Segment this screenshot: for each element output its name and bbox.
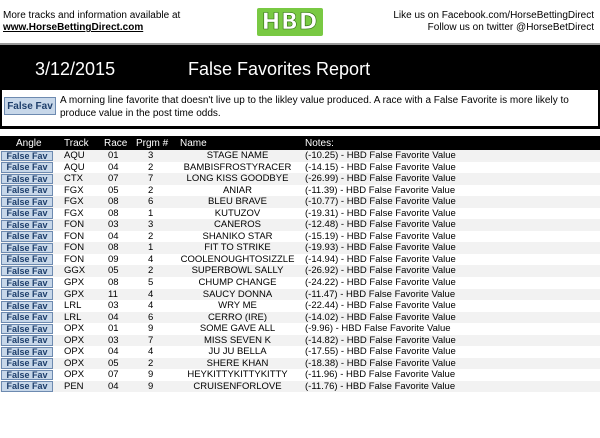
race-cell: 01 — [108, 323, 119, 335]
track-cell: GPX — [64, 277, 85, 289]
angle-badge[interactable]: False Fav — [1, 347, 53, 358]
race-cell: 08 — [108, 242, 119, 254]
track-cell: FGX — [64, 207, 84, 219]
table-row — [0, 277, 600, 289]
notes-cell: (-9.96) - HBD False Favorite Value — [305, 323, 451, 335]
notes-cell: (-15.19) - HBD False Favorite Value — [305, 230, 456, 242]
table-row — [0, 208, 600, 220]
table-row — [0, 312, 600, 324]
notes-cell: (-12.48) - HBD False Favorite Value — [305, 219, 456, 231]
angle-badge[interactable]: False Fav — [1, 266, 53, 277]
horse-name-cell: ANIAR — [222, 184, 253, 196]
track-cell: FGX — [64, 184, 84, 196]
horse-name-cell: STAGE NAME — [206, 150, 269, 161]
table-row — [0, 335, 600, 347]
angle-badge[interactable]: False Fav — [1, 231, 53, 242]
description-text: A morning line favorite that doesn't live up to the likley value produced. A race with a False Favorite is more likely to produce value in the post time odds. — [60, 95, 569, 119]
notes-cell: (-18.38) - HBD False Favorite Value — [305, 357, 456, 369]
race-cell: 01 — [108, 150, 119, 161]
track-cell: OPX — [64, 369, 85, 381]
horse-name-cell: SHERE KHAN — [206, 357, 269, 369]
horse-name-cell: SAUCY DONNA — [202, 288, 273, 300]
angle-badge[interactable]: False Fav — [1, 312, 53, 323]
horse-name-cell: LONG KISS GOODBYE — [186, 173, 289, 185]
prgm-cell: 4 — [148, 253, 154, 265]
prgm-cell: 6 — [148, 196, 154, 208]
notes-cell: (-19.31) - HBD False Favorite Value — [305, 207, 456, 219]
angle-badge[interactable]: False Fav — [1, 243, 53, 254]
prgm-cell: 1 — [148, 207, 154, 219]
track-cell: FON — [64, 230, 85, 242]
horse-name-cell: CERRO (IRE) — [207, 311, 268, 323]
false-fav-badge: False Fav — [4, 97, 56, 115]
track-cell: FON — [64, 253, 85, 265]
race-cell: 05 — [108, 357, 119, 369]
race-cell: 04 — [108, 380, 119, 392]
angle-badge[interactable]: False Fav — [1, 208, 53, 219]
track-cell: FGX — [64, 196, 84, 208]
race-cell: 09 — [108, 253, 119, 265]
table-row — [0, 300, 600, 312]
prgm-cell: 9 — [148, 323, 154, 335]
track-cell: LRL — [64, 311, 82, 323]
table-row — [0, 242, 600, 254]
promo-text: More tracks and information available at — [3, 10, 181, 21]
horse-name-cell: MISS SEVEN K — [203, 334, 272, 346]
column-header-track: Track — [64, 138, 89, 149]
notes-cell: (-11.39) - HBD False Favorite Value — [305, 184, 456, 196]
column-header-notes: Notes: — [305, 138, 334, 149]
table-row — [0, 265, 600, 277]
notes-cell: (-19.93) - HBD False Favorite Value — [305, 242, 456, 254]
track-cell: AQU — [64, 161, 85, 173]
notes-cell: (-11.47) - HBD False Favorite Value — [305, 288, 456, 300]
prgm-cell: 2 — [148, 265, 154, 277]
table-row — [0, 254, 600, 266]
angle-badge[interactable]: False Fav — [1, 370, 53, 381]
notes-cell: (-14.15) - HBD False Favorite Value — [305, 161, 456, 173]
track-cell: GGX — [64, 265, 86, 277]
notes-cell: (-14.02) - HBD False Favorite Value — [305, 311, 456, 323]
table-row — [0, 369, 600, 381]
track-cell: CTX — [64, 173, 83, 185]
table-row — [0, 358, 600, 370]
prgm-cell: 7 — [148, 173, 154, 185]
column-header-name: Name — [180, 138, 207, 149]
race-cell: 04 — [108, 161, 119, 173]
prgm-cell: 6 — [148, 311, 154, 323]
track-cell: PEN — [64, 380, 84, 392]
track-cell: FON — [64, 242, 85, 254]
social-block — [393, 10, 594, 34]
horse-name-cell: COOLENOUGHTOSIZZLE — [180, 253, 295, 265]
notes-cell: (-10.77) - HBD False Favorite Value — [305, 196, 456, 208]
notes-cell: (-26.99) - HBD False Favorite Value — [305, 173, 456, 185]
report-title: False Favorites Report — [188, 59, 371, 79]
track-cell: OPX — [64, 346, 85, 358]
track-cell: OPX — [64, 357, 85, 369]
angle-badge[interactable]: False Fav — [1, 278, 53, 289]
prgm-cell: 9 — [148, 380, 154, 392]
angle-badge[interactable]: False Fav — [1, 151, 53, 162]
table-row — [0, 323, 600, 335]
notes-cell: (-26.92) - HBD False Favorite Value — [305, 265, 456, 277]
notes-cell: (-10.25) - HBD False Favorite Value — [305, 150, 456, 161]
prgm-cell: 2 — [148, 161, 154, 173]
description-box — [0, 87, 600, 129]
race-cell: 08 — [108, 196, 119, 208]
race-cell: 04 — [108, 230, 119, 242]
track-cell: OPX — [64, 334, 85, 346]
table-row — [0, 196, 600, 208]
table-row — [0, 289, 600, 301]
prgm-cell: 9 — [148, 369, 154, 381]
angle-badge[interactable]: False Fav — [1, 162, 53, 173]
notes-cell: (-14.94) - HBD False Favorite Value — [305, 253, 456, 265]
table-row — [0, 231, 600, 243]
prgm-cell: 5 — [148, 277, 154, 289]
notes-cell: (-17.55) - HBD False Favorite Value — [305, 346, 456, 358]
prgm-cell: 2 — [148, 184, 154, 196]
horse-name-cell: JU JU BELLA — [208, 346, 267, 358]
prgm-cell: 2 — [148, 230, 154, 242]
horse-name-cell: WRY ME — [218, 300, 257, 312]
horse-name-cell: BLEU BRAVE — [208, 196, 267, 208]
table-row — [0, 185, 600, 197]
notes-cell: (-11.76) - HBD False Favorite Value — [305, 380, 456, 392]
prgm-cell: 2 — [148, 357, 154, 369]
twitter-text: Follow us on twitter @HorseBetDirect — [427, 22, 594, 33]
track-cell: GPX — [64, 288, 85, 300]
prgm-cell: 3 — [148, 150, 154, 161]
horse-name-cell: KUTUZOV — [214, 207, 261, 219]
race-cell: 05 — [108, 184, 119, 196]
notes-cell: (-24.22) - HBD False Favorite Value — [305, 277, 456, 289]
prgm-cell: 4 — [148, 346, 154, 358]
angle-badge[interactable]: False Fav — [1, 335, 53, 346]
race-cell: 03 — [108, 300, 119, 312]
angle-badge[interactable]: False Fav — [1, 381, 53, 392]
column-header-prgm: Prgm # — [136, 138, 169, 149]
race-cell: 04 — [108, 346, 119, 358]
notes-cell: (-11.96) - HBD False Favorite Value — [305, 369, 456, 381]
race-cell: 07 — [108, 173, 119, 185]
angle-badge[interactable]: False Fav — [1, 289, 53, 300]
horse-name-cell: CHUMP CHANGE — [198, 277, 277, 289]
column-header-race: Race — [104, 138, 128, 149]
track-cell: FON — [64, 219, 85, 231]
website-link[interactable]: www.HorseBettingDirect.com — [3, 22, 144, 33]
table-row — [0, 173, 600, 185]
race-cell: 04 — [108, 311, 119, 323]
report-date: 3/12/2015 — [35, 59, 116, 79]
horse-name-cell: CANEROS — [214, 219, 261, 231]
horse-name-cell: SOME GAVE ALL — [199, 323, 276, 335]
top-bar — [0, 0, 600, 40]
logo-text: HBD — [261, 9, 319, 35]
angle-badge[interactable]: False Fav — [1, 220, 53, 231]
angle-badge[interactable]: False Fav — [1, 185, 53, 196]
notes-cell: (-14.82) - HBD False Favorite Value — [305, 334, 456, 346]
table-row — [0, 162, 600, 174]
report-banner — [0, 43, 600, 87]
angle-badge[interactable]: False Fav — [1, 301, 53, 312]
prgm-cell: 1 — [148, 242, 154, 254]
prgm-cell: 4 — [148, 300, 154, 312]
horse-name-cell: SUPERBOWL SALLY — [191, 265, 284, 277]
facebook-text: Like us on Facebook.com/HorseBettingDirect — [393, 10, 594, 21]
track-cell: OPX — [64, 323, 85, 335]
horse-name-cell: HEYKITTYKITTYKITTY — [187, 369, 288, 381]
race-cell: 07 — [108, 369, 119, 381]
table-row — [0, 346, 600, 358]
prgm-cell: 4 — [148, 288, 154, 300]
hbd-logo — [257, 8, 323, 36]
track-cell: AQU — [64, 150, 85, 161]
track-cell: LRL — [64, 300, 82, 312]
column-header-angle: Angle — [16, 138, 42, 149]
horse-name-cell: SHANIKO STAR — [202, 230, 273, 242]
angle-badge[interactable]: False Fav — [1, 358, 53, 369]
angle-badge[interactable]: False Fav — [1, 324, 53, 335]
race-cell: 05 — [108, 265, 119, 277]
horse-name-cell: BAMBISFROSTYRACER — [183, 161, 292, 173]
angle-badge[interactable]: False Fav — [1, 254, 53, 265]
race-cell: 11 — [108, 288, 118, 300]
table-row — [0, 381, 600, 393]
table-row — [0, 219, 600, 231]
table-row — [0, 150, 600, 162]
horse-name-cell: CRUISENFORLOVE — [193, 380, 282, 392]
race-cell: 03 — [108, 219, 119, 231]
race-cell: 08 — [108, 277, 119, 289]
promo-block — [3, 10, 180, 34]
angle-badge[interactable]: False Fav — [1, 174, 53, 185]
prgm-cell: 3 — [148, 219, 154, 231]
angle-badge[interactable]: False Fav — [1, 197, 53, 208]
table-header — [0, 136, 600, 150]
notes-cell: (-22.44) - HBD False Favorite Value — [305, 300, 456, 312]
race-cell: 03 — [108, 334, 119, 346]
horse-name-cell: FIT TO STRIKE — [204, 242, 271, 254]
description-panel — [2, 90, 598, 126]
table-body — [0, 150, 600, 392]
prgm-cell: 7 — [148, 334, 154, 346]
race-cell: 08 — [108, 207, 119, 219]
